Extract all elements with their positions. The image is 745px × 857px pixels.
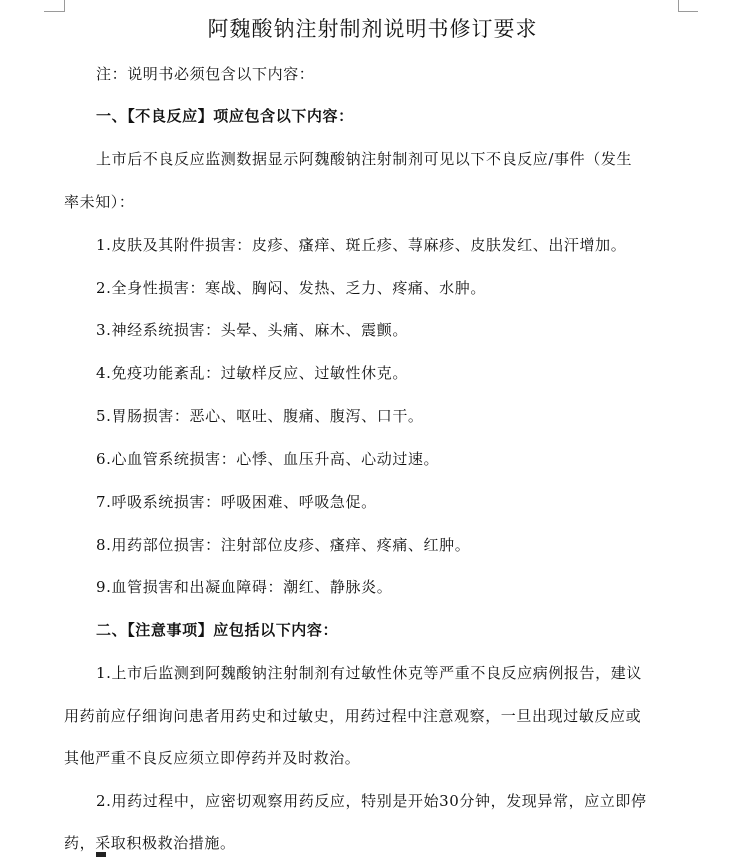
adverse-item-8: 8.用药部位损害：注射部位皮疹、瘙痒、疼痛、红肿。 xyxy=(96,536,471,554)
crop-mark-top-right-horizontal xyxy=(678,11,698,12)
adverse-item-9: 9.血管损害和出凝血障碍：潮红、静脉炎。 xyxy=(96,578,393,596)
section1-heading: 一、【不良反应】项应包含以下内容： xyxy=(96,107,354,125)
crop-mark-top-right-vertical xyxy=(678,0,679,12)
adverse-item-4: 4.免疫功能紊乱：过敏样反应、过敏性休克。 xyxy=(96,364,408,382)
precaution-2-line1: 2.用药过程中，应密切观察用药反应，特别是开始30分钟，发现异常，应立即停 xyxy=(96,792,647,810)
adverse-item-1: 1.皮肤及其附件损害：皮疹、瘙痒、斑丘疹、荨麻疹、皮肤发红、出汗增加。 xyxy=(96,236,627,254)
section1-intro-line1: 上市后不良反应监测数据显示阿魏酸钠注射制剂可见以下不良反应/事件（发生 xyxy=(96,150,633,168)
adverse-item-6: 6.心血管系统损害：心悸、血压升高、心动过速。 xyxy=(96,450,440,468)
adverse-item-2: 2.全身性损害：寒战、胸闷、发热、乏力、疼痛、水肿。 xyxy=(96,279,486,297)
crop-mark-top-left-horizontal xyxy=(44,11,64,12)
page-bottom-mark xyxy=(96,852,106,857)
section2-heading: 二、【注意事项】应包括以下内容： xyxy=(96,621,339,639)
section1-intro-line2: 率未知）： xyxy=(64,193,135,211)
adverse-item-3: 3.神经系统损害：头晕、头痛、麻木、震颤。 xyxy=(96,321,408,339)
precaution-1-line1: 1.上市后监测到阿魏酸钠注射制剂有过敏性休克等严重不良反应病例报告，建议 xyxy=(96,664,642,682)
adverse-item-5: 5.胃肠损害：恶心、呕吐、腹痛、腹泻、口干。 xyxy=(96,407,424,425)
note-line: 注：说明书必须包含以下内容： xyxy=(96,65,315,83)
crop-mark-top-left-vertical xyxy=(64,0,65,12)
document-title: 阿魏酸钠注射制剂说明书修订要求 xyxy=(207,17,538,41)
precaution-1-line3: 其他严重不良反应须立即停药并及时救治。 xyxy=(64,749,361,767)
precaution-1-line2: 用药前应仔细询问患者用药史和过敏史，用药过程中注意观察，一旦出现过敏反应或 xyxy=(64,707,642,725)
adverse-item-7: 7.呼吸系统损害：呼吸困难、呼吸急促。 xyxy=(96,493,377,511)
precaution-2-line2: 药，采取积极救治措施。 xyxy=(64,834,236,852)
